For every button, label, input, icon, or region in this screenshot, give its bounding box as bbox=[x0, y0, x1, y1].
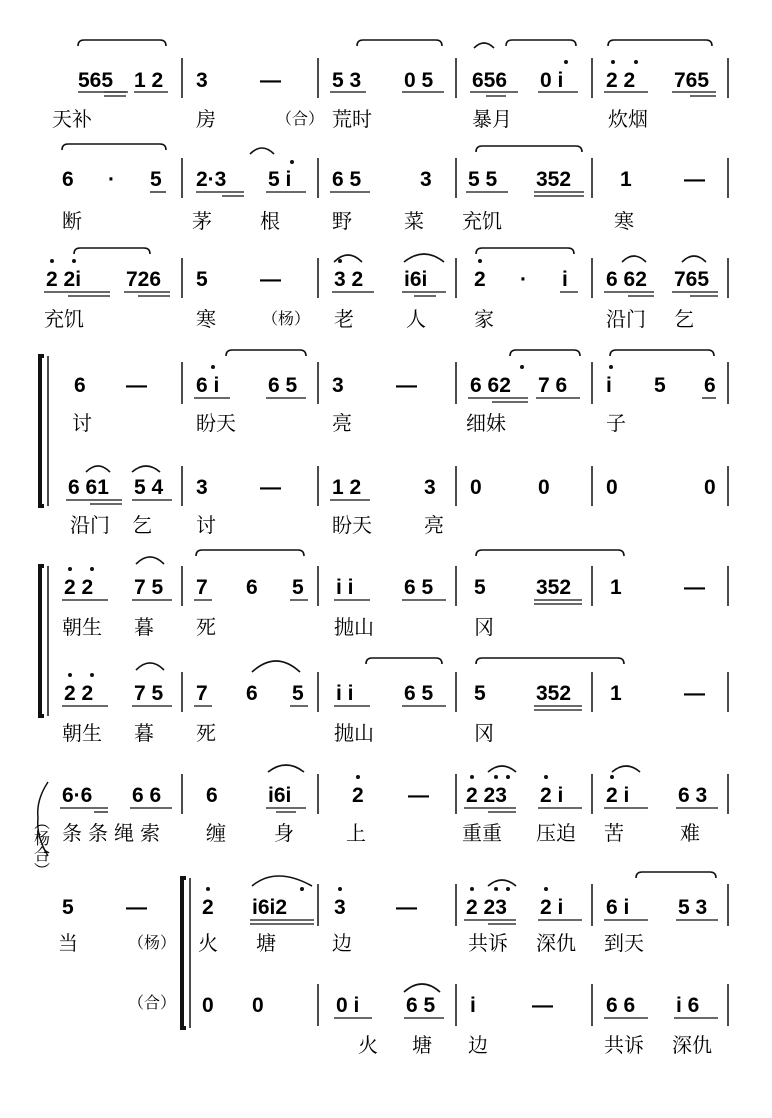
note: 0 i bbox=[336, 994, 360, 1017]
lyric: 寒 bbox=[614, 211, 634, 233]
note: 2 bbox=[474, 268, 486, 291]
lyric: 塘 bbox=[412, 1035, 432, 1057]
note: i i bbox=[336, 682, 354, 705]
lyric: 暴月 bbox=[472, 109, 512, 131]
note: 0 bbox=[252, 994, 264, 1017]
note: 6 62 bbox=[470, 374, 511, 397]
note: i bbox=[562, 268, 568, 291]
note: 3 bbox=[424, 476, 436, 499]
note: 2 i bbox=[606, 784, 630, 807]
lyric: 压迫 bbox=[536, 823, 576, 845]
lyric: 暮 bbox=[134, 617, 154, 639]
lyric: 深仇 bbox=[672, 1035, 712, 1057]
note: 5 bbox=[62, 896, 74, 919]
lyric: 冈 bbox=[474, 617, 494, 639]
lyric: 塘 bbox=[256, 933, 276, 955]
lyric: 子 bbox=[606, 413, 626, 435]
note: 2 bbox=[202, 896, 214, 919]
note: 2 2 bbox=[606, 69, 636, 92]
note: i bbox=[470, 994, 476, 1017]
lyric: 上 bbox=[346, 823, 366, 845]
note: 0 i bbox=[540, 69, 564, 92]
note: i6i bbox=[268, 784, 292, 807]
lyric: 共诉 bbox=[468, 933, 508, 955]
lyric: 共诉 bbox=[604, 1035, 644, 1057]
note: 7 5 bbox=[134, 682, 164, 705]
note: 2 23 bbox=[466, 784, 507, 807]
lyric: 缠 bbox=[206, 823, 226, 845]
note: — bbox=[260, 476, 281, 499]
lyric: 死 bbox=[196, 723, 216, 745]
note: 5 bbox=[292, 576, 304, 599]
lyric: 房 bbox=[196, 109, 216, 131]
note: 6 5 bbox=[268, 374, 298, 397]
note: 5 bbox=[474, 682, 486, 705]
note: 0 5 bbox=[404, 69, 434, 92]
part-label: （合） bbox=[128, 995, 177, 1012]
lyric: 朝生 bbox=[62, 723, 102, 745]
note: — bbox=[260, 69, 281, 92]
lyric: 菜 bbox=[404, 211, 424, 233]
lyric: 边 bbox=[468, 1035, 488, 1057]
note: 6 bbox=[62, 168, 74, 191]
note: 6 bbox=[206, 784, 218, 807]
note: 352 bbox=[536, 576, 572, 599]
note: 2 2i bbox=[46, 268, 82, 291]
note: 3 bbox=[196, 69, 208, 92]
lyric: 细妹 bbox=[466, 413, 506, 435]
lyric: 炊烟 bbox=[608, 109, 648, 131]
lyric: 死 bbox=[196, 617, 216, 639]
note: 6 5 bbox=[406, 994, 436, 1017]
lyric: 充饥 bbox=[462, 211, 502, 233]
note: 0 bbox=[538, 476, 550, 499]
note: — bbox=[126, 374, 147, 397]
note: 7 5 bbox=[134, 576, 164, 599]
note: 2 i bbox=[540, 784, 564, 807]
note: — bbox=[396, 374, 417, 397]
lyric: 火 bbox=[198, 933, 218, 955]
note: 5 bbox=[196, 268, 208, 291]
part-label: （杨） bbox=[262, 311, 311, 328]
note: — bbox=[684, 168, 705, 191]
lyric: 茅 bbox=[192, 211, 212, 233]
note: 7 6 bbox=[538, 374, 568, 397]
note: 2 i bbox=[540, 896, 564, 919]
note: — bbox=[684, 576, 705, 599]
lyric: 乞 bbox=[674, 309, 694, 331]
note: 656 bbox=[472, 69, 508, 92]
note: i6i bbox=[404, 268, 428, 291]
note: 352 bbox=[536, 168, 572, 191]
lyric: 讨 bbox=[196, 515, 216, 537]
note: 0 bbox=[202, 994, 214, 1017]
note: 6 bbox=[704, 374, 716, 397]
note: 5 i bbox=[268, 168, 292, 191]
note: 1 bbox=[610, 682, 622, 705]
lyric: 人 bbox=[406, 309, 426, 331]
lyric: 野 bbox=[332, 211, 352, 233]
lyric: 抛山 bbox=[334, 723, 374, 745]
note: 5 bbox=[654, 374, 666, 397]
note: 6 3 bbox=[678, 784, 708, 807]
note: 5 bbox=[150, 168, 162, 191]
note: 565 bbox=[78, 69, 114, 92]
note: 1 bbox=[620, 168, 632, 191]
note: 3 bbox=[196, 476, 208, 499]
lyric: 条条绳索 bbox=[62, 823, 166, 845]
note: 6 bbox=[246, 576, 258, 599]
note: 6·6 bbox=[62, 784, 93, 807]
lyric: 寒 bbox=[196, 309, 216, 331]
lyric: 讨 bbox=[72, 413, 92, 435]
lyric: 朝生 bbox=[62, 617, 102, 639]
note: 6 62 bbox=[606, 268, 647, 291]
system-4 bbox=[40, 350, 728, 537]
lyric: 盼天 bbox=[332, 515, 372, 537]
note: i bbox=[606, 374, 612, 397]
note: — bbox=[396, 896, 417, 919]
note: 6 61 bbox=[68, 476, 109, 499]
lyric: 断 bbox=[62, 211, 82, 233]
system-7 bbox=[58, 872, 728, 1057]
note: 3 bbox=[334, 896, 346, 919]
lyric: 抛山 bbox=[334, 617, 374, 639]
lyric: 盼天 bbox=[196, 413, 236, 435]
lyric: 暮 bbox=[134, 723, 154, 745]
note: 6 5 bbox=[404, 682, 434, 705]
note: 1 2 bbox=[332, 476, 362, 499]
lyric: 冈 bbox=[474, 723, 494, 745]
note: 2 bbox=[352, 784, 364, 807]
note: 5 4 bbox=[134, 476, 164, 499]
lyric: 老 bbox=[334, 309, 354, 331]
note: 7 bbox=[196, 576, 208, 599]
note: 6 5 bbox=[404, 576, 434, 599]
part-label: （合） bbox=[276, 111, 325, 128]
note: 3 2 bbox=[334, 268, 364, 291]
note: — bbox=[260, 268, 281, 291]
lyric: 当 bbox=[58, 933, 78, 955]
note: 6 bbox=[74, 374, 86, 397]
note: 3 bbox=[420, 168, 432, 191]
part-label: （杨） bbox=[128, 935, 177, 952]
note: 5 3 bbox=[332, 69, 362, 92]
lyric: 沿门 bbox=[606, 309, 646, 331]
note: · bbox=[520, 268, 527, 291]
lyric: 苦 bbox=[604, 823, 624, 845]
lyric: 重重 bbox=[462, 823, 502, 845]
note: 6 i bbox=[606, 896, 630, 919]
note: 5 5 bbox=[468, 168, 498, 191]
note: — bbox=[684, 682, 705, 705]
note: 0 bbox=[606, 476, 618, 499]
system-3 bbox=[44, 248, 728, 331]
note: — bbox=[126, 896, 147, 919]
system-6 bbox=[32, 765, 729, 878]
note: i6i2 bbox=[252, 896, 288, 919]
lyric: 难 bbox=[680, 823, 700, 845]
lyric: 荒时 bbox=[332, 109, 372, 131]
lyric: 家 bbox=[474, 309, 494, 331]
note: 6 bbox=[246, 682, 258, 705]
note: 6 6 bbox=[132, 784, 162, 807]
note: 6 i bbox=[196, 374, 220, 397]
lyric: 边 bbox=[332, 933, 352, 955]
lyric: 身 bbox=[274, 823, 294, 845]
lyric: 根 bbox=[260, 211, 280, 233]
note: 3 bbox=[332, 374, 344, 397]
note: 2 2 bbox=[64, 576, 94, 599]
lyric: 亮 bbox=[424, 515, 444, 537]
note: 726 bbox=[126, 268, 162, 291]
note: 765 bbox=[674, 69, 710, 92]
lyric: 乞 bbox=[132, 515, 152, 537]
note: i 6 bbox=[676, 994, 700, 1017]
note: 6 6 bbox=[606, 994, 636, 1017]
lyric: 深仇 bbox=[536, 933, 576, 955]
lyric: 亮 bbox=[332, 413, 352, 435]
note: 0 bbox=[470, 476, 482, 499]
note: 1 2 bbox=[134, 69, 164, 92]
lyric: 火 bbox=[358, 1035, 378, 1057]
note: 0 bbox=[704, 476, 716, 499]
note: — bbox=[408, 784, 429, 807]
note: 5 bbox=[474, 576, 486, 599]
note: 1 bbox=[610, 576, 622, 599]
lyric: 天补 bbox=[52, 109, 92, 131]
note: 7 bbox=[196, 682, 208, 705]
note: · bbox=[108, 168, 115, 191]
note: — bbox=[532, 994, 553, 1017]
lyric: 充饥 bbox=[44, 309, 84, 331]
note: 2·3 bbox=[196, 168, 227, 191]
note: 2 2 bbox=[64, 682, 94, 705]
lyric: 沿门 bbox=[70, 515, 110, 537]
note: 765 bbox=[674, 268, 710, 291]
note: 352 bbox=[536, 682, 572, 705]
note: 2 23 bbox=[466, 896, 507, 919]
note: 5 bbox=[292, 682, 304, 705]
system-2 bbox=[62, 144, 728, 233]
side-label: （杨合） bbox=[31, 814, 49, 878]
system-5 bbox=[40, 550, 728, 745]
lyric: 到天 bbox=[604, 933, 644, 955]
note: 5 3 bbox=[678, 896, 708, 919]
system-1 bbox=[52, 40, 728, 131]
note: i i bbox=[336, 576, 354, 599]
note: 6 5 bbox=[332, 168, 362, 191]
